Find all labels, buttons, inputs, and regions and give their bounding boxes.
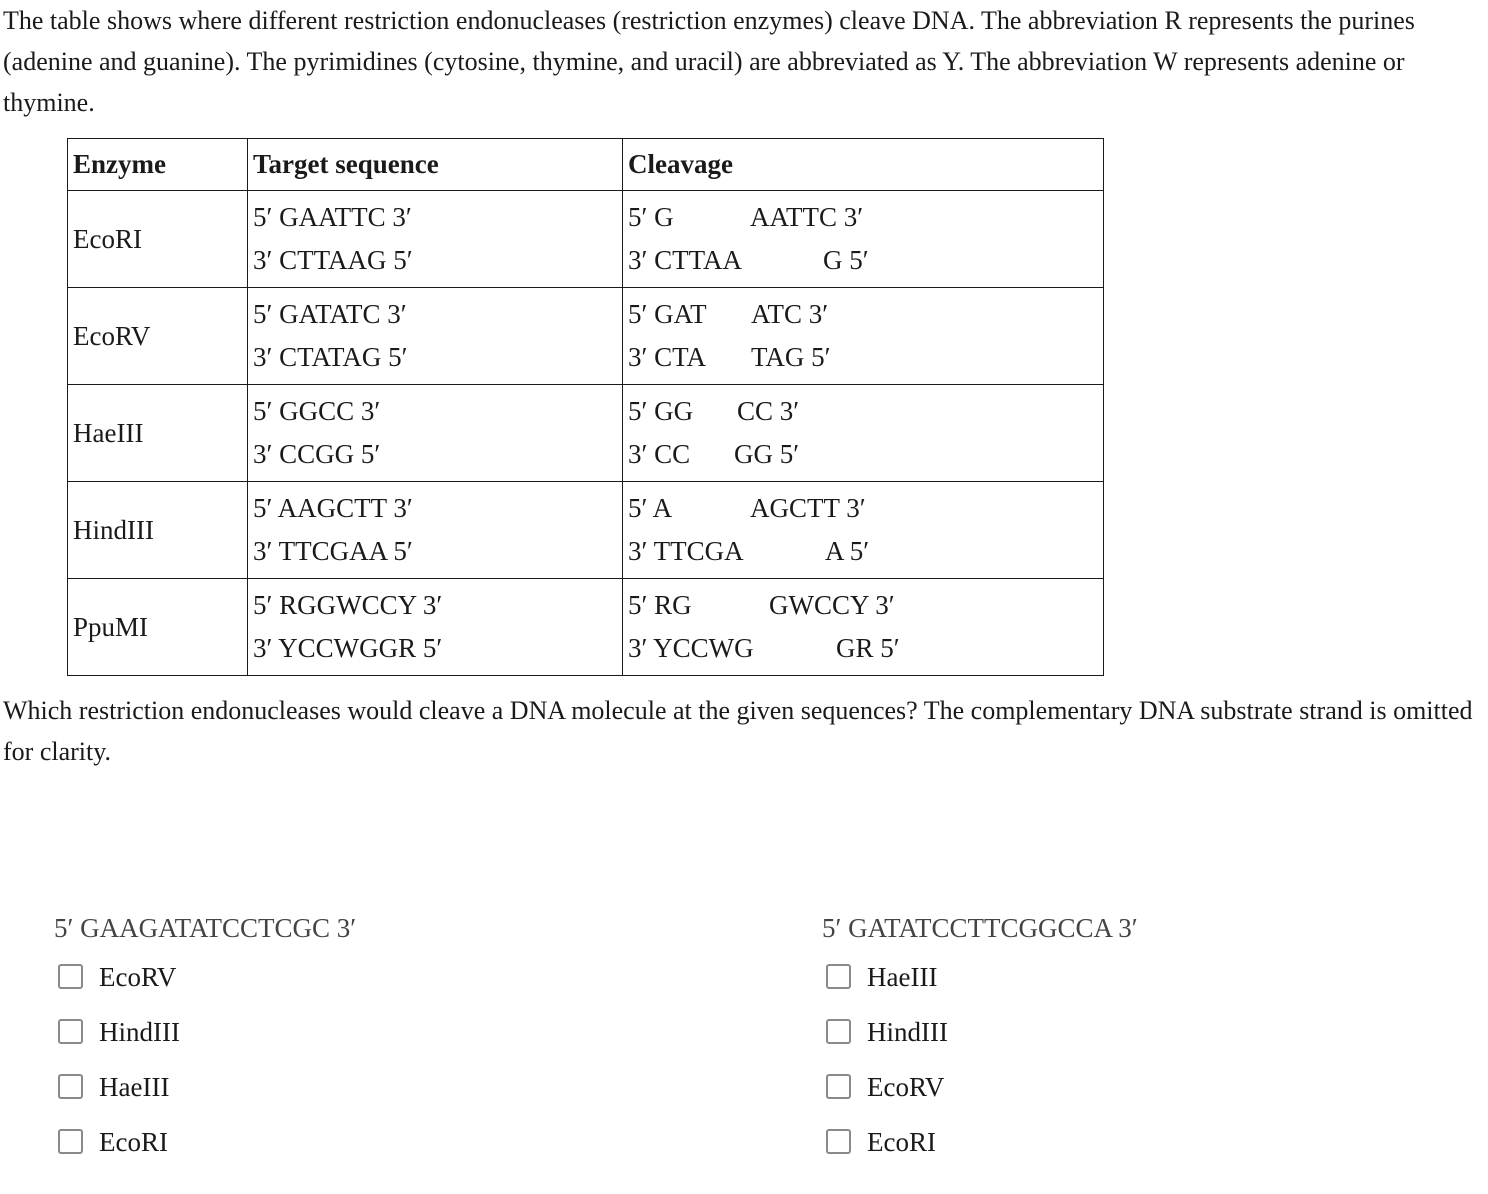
question-text: Which restriction endonucleases would cleave a DNA molecule at the given sequences? The complementary DNA substrate strand is omitted for clarity. bbox=[3, 696, 1473, 766]
group-sequence-2: 5′ GATATCCTTCGGCCA 3′ bbox=[822, 913, 1138, 943]
target-top-strand: 5′ RGGWCCY 3′ bbox=[253, 590, 443, 620]
checkbox-haeiii[interactable] bbox=[58, 1074, 83, 1099]
target-sequence-cell bbox=[248, 191, 623, 288]
target-bottom-strand: 3′ TTCGAA 5′ bbox=[253, 536, 413, 566]
cleave-bottom-right: GG 5′ bbox=[734, 439, 800, 469]
cleave-top-right: CC 3′ bbox=[737, 396, 800, 426]
table-row bbox=[68, 191, 1104, 288]
answer-group-2 bbox=[822, 908, 1138, 1169]
target-top-strand: 5′ GATATC 3′ bbox=[253, 299, 407, 329]
intro-text: The table shows where different restriction endonucleases (restriction enzymes) cleave DNA. The abbreviation R represents the purines (adenine and guanine). The pyrimidines (cytosine, thymine, and uracil) are abbreviated as Y. The abbreviation W represents adenine or thymine. bbox=[3, 6, 1415, 117]
option-hindiii[interactable] bbox=[54, 1004, 356, 1059]
option-label[interactable]: EcoRI bbox=[99, 1126, 168, 1157]
checkbox-hindiii[interactable] bbox=[58, 1019, 83, 1044]
checkbox-ecori[interactable] bbox=[826, 1129, 851, 1154]
cleave-top-left: 5′ GAT bbox=[628, 299, 707, 329]
cleavage-cell bbox=[623, 579, 1104, 676]
checkbox-ecori[interactable] bbox=[58, 1129, 83, 1154]
option-label[interactable]: EcoRV bbox=[99, 961, 177, 992]
cleavage-cell bbox=[623, 288, 1104, 385]
header-enzyme: Enzyme bbox=[68, 139, 248, 191]
option-ecori[interactable] bbox=[822, 1114, 1138, 1169]
cleave-bottom-left: 3′ TTCGA bbox=[628, 536, 744, 566]
option-ecori[interactable] bbox=[54, 1114, 356, 1169]
cleave-bottom-right: G 5′ bbox=[823, 245, 869, 275]
option-label[interactable]: EcoRV bbox=[867, 1071, 945, 1102]
cleave-bottom-strand bbox=[628, 433, 1103, 476]
cleave-top-strand bbox=[628, 487, 1103, 530]
cleave-top-strand bbox=[628, 293, 1103, 336]
cleave-top-left: 5′ GG bbox=[628, 396, 694, 426]
cleave-top-right: GWCCY 3′ bbox=[769, 590, 895, 620]
cleavage-cell bbox=[623, 385, 1104, 482]
cleave-top-left: 5′ RG bbox=[628, 590, 692, 620]
cleave-bottom-left: 3′ CTTAA bbox=[628, 245, 742, 275]
checkbox-ecorv[interactable] bbox=[58, 964, 83, 989]
option-label[interactable]: EcoRI bbox=[867, 1126, 936, 1157]
option-label[interactable]: HaeIII bbox=[867, 961, 938, 992]
target-sequence-cell bbox=[248, 288, 623, 385]
target-sequence-cell bbox=[248, 385, 623, 482]
cleave-top-right: AGCTT 3′ bbox=[750, 493, 866, 523]
cleave-top-left: 5′ A bbox=[628, 493, 673, 523]
answer-group-1 bbox=[54, 908, 356, 1169]
option-haeiii[interactable] bbox=[54, 1059, 356, 1114]
option-hindiii[interactable] bbox=[822, 1004, 1138, 1059]
cleavage-cell bbox=[623, 191, 1104, 288]
enzyme-name: EcoRI bbox=[68, 191, 248, 288]
table-header-row bbox=[68, 139, 1104, 191]
cleave-top-strand bbox=[628, 390, 1103, 433]
header-cleavage: Cleavage bbox=[623, 139, 1104, 191]
enzyme-name: PpuMI bbox=[68, 579, 248, 676]
target-bottom-strand: 3′ CCGG 5′ bbox=[253, 439, 381, 469]
cleave-top-strand bbox=[628, 584, 1103, 627]
option-ecorv[interactable] bbox=[54, 949, 356, 1004]
header-target-sequence: Target sequence bbox=[248, 139, 623, 191]
checkbox-hindiii[interactable] bbox=[826, 1019, 851, 1044]
target-sequence-cell bbox=[248, 482, 623, 579]
cleave-top-left: 5′ G bbox=[628, 202, 674, 232]
target-bottom-strand: 3′ YCCWGGR 5′ bbox=[253, 633, 443, 663]
checkbox-ecorv[interactable] bbox=[826, 1074, 851, 1099]
cleave-bottom-strand bbox=[628, 336, 1103, 379]
option-ecorv[interactable] bbox=[822, 1059, 1138, 1114]
table-row bbox=[68, 482, 1104, 579]
cleave-bottom-right: A 5′ bbox=[825, 536, 870, 566]
target-top-strand: 5′ GAATTC 3′ bbox=[253, 202, 412, 232]
checkbox-haeiii[interactable] bbox=[826, 964, 851, 989]
cleave-bottom-right: TAG 5′ bbox=[751, 342, 831, 372]
table-row bbox=[68, 579, 1104, 676]
cleave-bottom-strand bbox=[628, 627, 1103, 670]
target-top-strand: 5′ AAGCTT 3′ bbox=[253, 493, 413, 523]
cleave-top-strand bbox=[628, 196, 1103, 239]
cleavage-cell bbox=[623, 482, 1104, 579]
target-top-strand: 5′ GGCC 3′ bbox=[253, 396, 381, 426]
cleave-top-right: ATC 3′ bbox=[751, 299, 829, 329]
target-sequence-cell bbox=[248, 579, 623, 676]
option-label[interactable]: HaeIII bbox=[99, 1071, 170, 1102]
cleave-bottom-strand bbox=[628, 239, 1103, 282]
option-label[interactable]: HindIII bbox=[99, 1016, 180, 1047]
target-bottom-strand: 3′ CTTAAG 5′ bbox=[253, 245, 413, 275]
enzyme-table bbox=[67, 138, 1104, 676]
cleave-bottom-strand bbox=[628, 530, 1103, 573]
option-haeiii[interactable] bbox=[822, 949, 1138, 1004]
enzyme-name: HindIII bbox=[68, 482, 248, 579]
enzyme-name: EcoRV bbox=[68, 288, 248, 385]
cleave-bottom-left: 3′ CTA bbox=[628, 342, 706, 372]
group-sequence-1: 5′ GAAGATATCCTCGC 3′ bbox=[54, 913, 357, 943]
enzyme-name: HaeIII bbox=[68, 385, 248, 482]
cleave-bottom-right: GR 5′ bbox=[836, 633, 900, 663]
cleave-bottom-left: 3′ CC bbox=[628, 439, 691, 469]
cleave-top-right: AATTC 3′ bbox=[750, 202, 864, 232]
option-label[interactable]: HindIII bbox=[867, 1016, 948, 1047]
target-bottom-strand: 3′ CTATAG 5′ bbox=[253, 342, 408, 372]
table-row bbox=[68, 288, 1104, 385]
table-row bbox=[68, 385, 1104, 482]
cleave-bottom-left: 3′ YCCWG bbox=[628, 633, 754, 663]
